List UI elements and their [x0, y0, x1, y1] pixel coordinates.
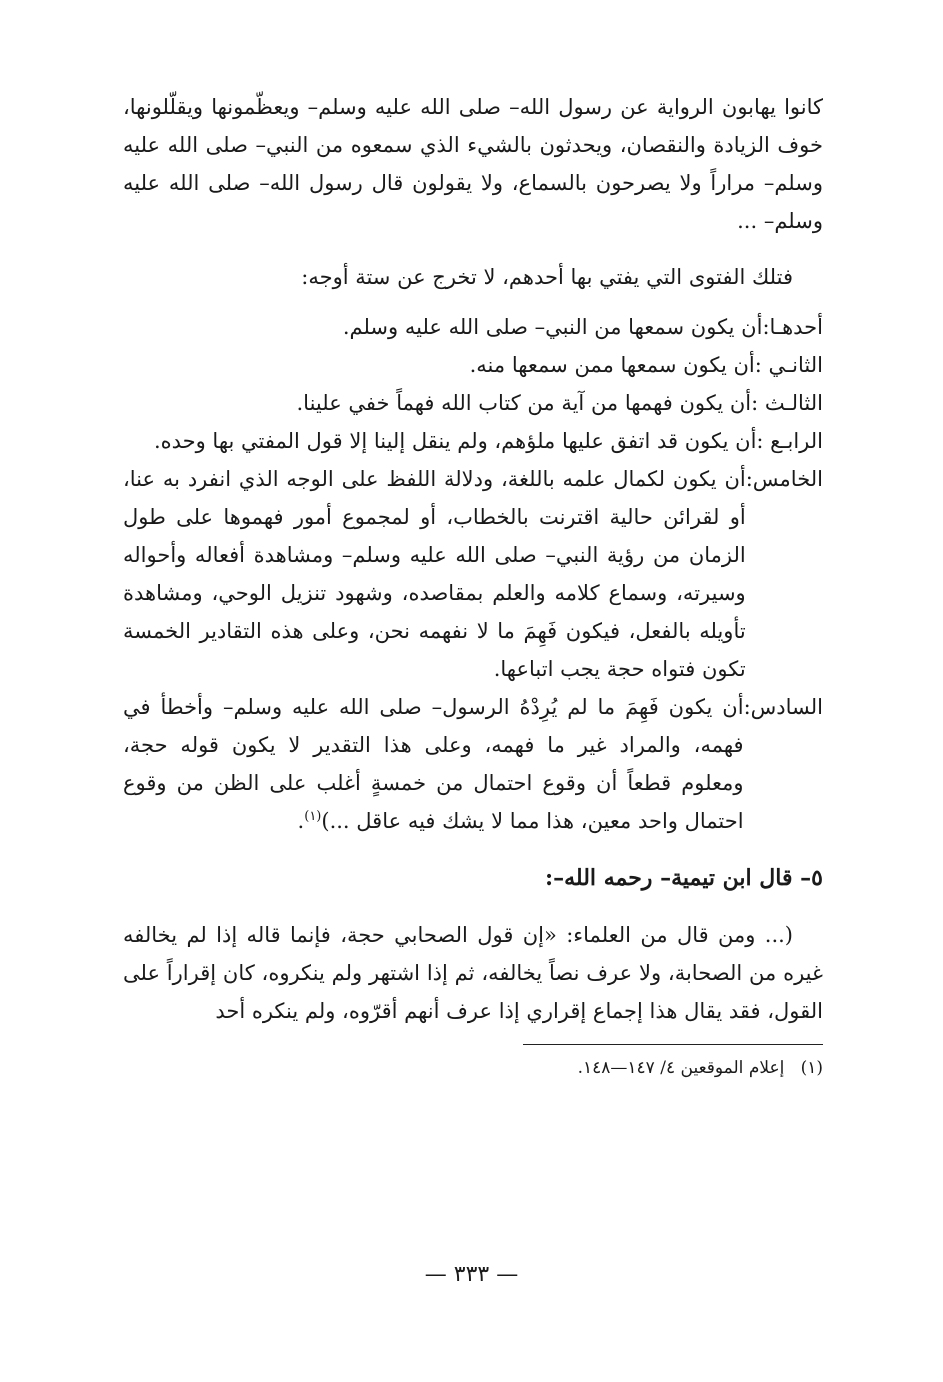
item-text [123, 688, 744, 840]
footnote-text: إعلام الموقعين ٤/ ١٤٧—١٤٨. [577, 1058, 785, 1078]
item-text-tail: . [297, 809, 305, 833]
item-label: أحدهـا: [762, 315, 823, 339]
item-text: أن يكون سمعها من النبي– صلى الله عليه وسلم. [342, 315, 763, 339]
footnote-number: (١) [800, 1058, 823, 1078]
page-number: — ٣٣٣ — [424, 1262, 519, 1287]
footnote-reference[interactable]: (١) [304, 809, 322, 824]
item-label: الثانـي : [754, 353, 823, 377]
item-text: أن يكون قد اتفق عليها ملؤهم، ولم ينقل إلينا إلا قول المفتي بها وحده. [153, 429, 757, 453]
list-item [123, 346, 823, 384]
page-body [123, 88, 823, 1083]
paragraph-quote: (... ومن قال من العلماء: «إن قول الصحابي حجة، فإنما قاله إذا لم يخالفه غيره من الصحابة، ولا عرف نصاً يخالفه، ثم إذا اشتهر ولم ينكروه، كان إقراراً على القول، فقد يقال هذا إجماع إقراري إذا عرف أنهم أقرّوه، ولم ينكره أحد [123, 923, 823, 1023]
list-item [123, 308, 823, 346]
item-text: أن يكون لكمال علمه باللغة، ودلالة اللفظ على الوجه الذي انفرد به عنا، أو لقرائن حالية اقترنت بالخطاب، أو لمجموع أمور فهموها على طول الزمان من رؤية النبي– صلى الله عليه وسلم– ومشاهدة أفعاله وأحواله وسيرته، وسماع كلامه والعلم بمقاصده، وشهود تنزيل الوحي، ومشاهدة تأويله بالفعل، فيكون فَهِمَ ما لا نفهمه نحن، وعلى هذه التقادير الخمسة تكون فتواه حجة يجب اتباعها. [123, 467, 746, 681]
paragraph-intro: كانوا يهابون الرواية عن رسول الله– صلى الله عليه وسلم– ويعظّمونها ويقلّلونها، خوف الزيادة والنقصان، ويحدثون بالشيء الذي سمعوه من النبي– صلى الله عليه وسلم– مراراً ولا يصرحون بالسماع، ولا يقولون قال رسول الله– صلى الله عليه وسلم– ... [123, 95, 823, 233]
list-item [123, 460, 823, 688]
section-heading: ٥– قال ابن تيمية– رحمه الله–: [545, 865, 823, 891]
item-text-body: أن يكون فَهِمَ ما لم يُرِدْهُ الرسول– صلى الله عليه وسلم– وأخطأ في فهمه، والمراد غير ما فهمه، وعلى هذا التقدير لا يكون قوله حجة، ومعلوم قطعاً أن وقوع احتمال من خمسةٍ أغلب على الظن من وقوع احتمال واحد معين، هذا مما لا يشك فيه عاقل ...) [123, 695, 744, 833]
item-label: السادس: [743, 695, 823, 719]
item-text: أن يكون سمعها ممن سمعها منه. [469, 353, 755, 377]
list-item [123, 688, 823, 840]
item-label: الثالـث : [751, 391, 823, 415]
item-text: أن يكون فهمها من آية من كتاب الله فهماً خفي علينا. [296, 391, 752, 415]
item-label: الرابـع : [756, 429, 823, 453]
paragraph-fatwa-intro: فتلك الفتوى التي يفتي بها أحدهم، لا تخرج عن ستة أوجه: [301, 265, 793, 289]
footnote-divider [523, 1044, 823, 1045]
list-item [123, 384, 823, 422]
item-label: الخامس: [745, 467, 823, 491]
footnote [123, 1053, 823, 1083]
list-item [123, 422, 823, 460]
